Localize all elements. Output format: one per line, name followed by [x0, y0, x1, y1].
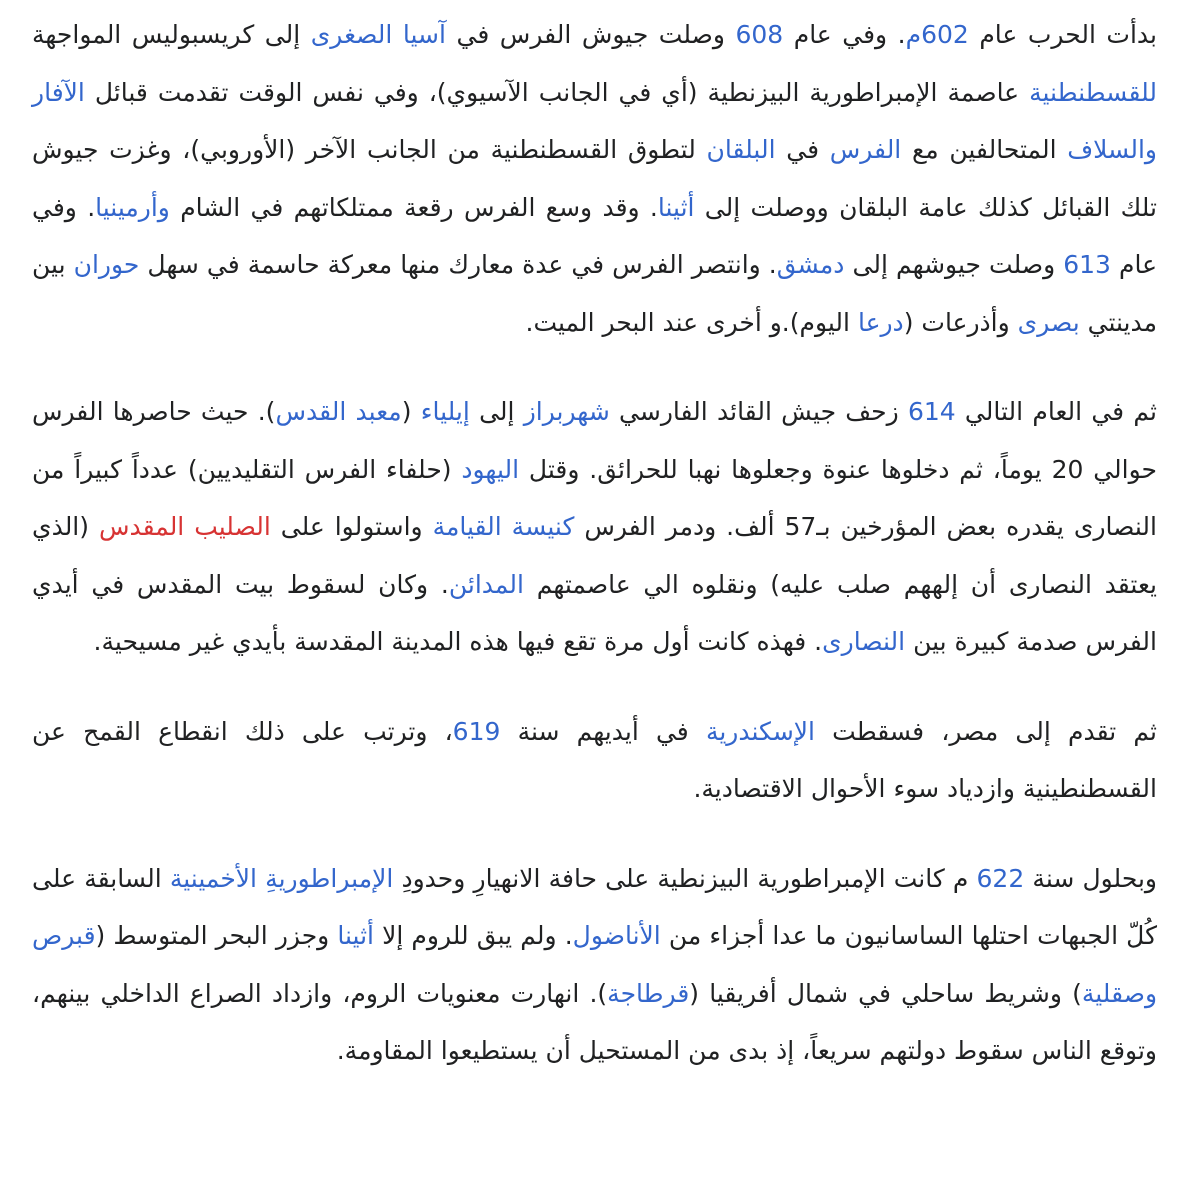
link-alexandria[interactable]: الإسكندرية [705, 716, 815, 746]
paragraph-text: ( [401, 397, 421, 426]
paragraph-text: . وفي عام [783, 20, 906, 49]
paragraph-text: . وفي عام [32, 192, 1157, 279]
paragraph-text: السابقة على كُلّ الجبهات احتلها الساسانيون ما عدا أجزاء من [32, 863, 1157, 950]
paragraph-2 [32, 383, 1157, 671]
paragraph-text: في أيديهم سنة [500, 716, 706, 746]
link-aelia[interactable]: إيلياء [420, 397, 470, 426]
link-balkans[interactable]: البلقان [706, 135, 776, 164]
paragraph-4 [32, 850, 1157, 1080]
link-athens[interactable]: أثينا [657, 192, 695, 222]
link-armenia[interactable]: وأرمينيا [95, 192, 170, 222]
paragraph-text: ثم تقدم إلى مصر، فسقطت [815, 716, 1157, 746]
paragraph-text: وأذرعات ( [903, 307, 1018, 337]
paragraph-text: زحف جيش القائد الفارسي [609, 397, 908, 426]
link-622[interactable]: 622 [976, 863, 1025, 893]
link-hauran[interactable]: حوران [73, 250, 140, 279]
paragraph-text: واستولوا على [270, 512, 433, 541]
link-cyprus-sicily[interactable]: قبرص وصقلية [32, 921, 1158, 1008]
link-bosra[interactable]: بصرى [1017, 307, 1080, 337]
paragraph-text: . وقد وسع الفرس رقعة ممتلكاتهم في الشام [169, 192, 658, 222]
paragraph-text: إلى كريسبوليس المواجهة [32, 20, 311, 49]
paragraph-text: لتطوق القسطنطنية من الجانب الآخر (الأوروبي)، وغزت جيوش تلك القبائل كذلك عامة البلقان ووصلت إلى [32, 135, 1157, 222]
paragraph-text: وصلت جيوشهم إلى [844, 250, 1064, 279]
link-shahrbaraz[interactable]: شهربراز [523, 397, 610, 426]
link-602[interactable]: 602م [905, 20, 969, 49]
link-slavs[interactable]: والسلاف [1067, 135, 1157, 164]
paragraph-text: م كانت الإمبراطورية البيزنطية على حافة الانهيارِ وحدودِ [393, 863, 977, 893]
link-avars[interactable]: الآفار [32, 77, 85, 107]
paragraph-3 [32, 703, 1157, 818]
paragraph-text: . ولم يبق للروم إلا [373, 921, 573, 950]
link-athens-2[interactable]: أثينا [337, 921, 374, 950]
link-614[interactable]: 614 [907, 397, 956, 426]
link-constantinople[interactable]: للقسطنطنية [1029, 77, 1157, 107]
link-jews[interactable]: اليهود [461, 454, 520, 484]
link-persians[interactable]: الفرس [829, 135, 902, 164]
paragraph-text: ) وشريط ساحلي في شمال أفريقيا ( [689, 978, 1082, 1008]
paragraph-text: وبحلول سنة [1024, 863, 1158, 893]
link-achaemenid[interactable]: الإمبراطوريةِ الأخمينية [169, 863, 394, 893]
link-damascus[interactable]: دمشق [776, 250, 845, 279]
paragraph-text: ثم في العام التالي [955, 397, 1157, 426]
paragraph-text: ). حيث حاصرها الفرس حوالي 20 يوماً، ثم دخلوها عنوة وجعلوها نهبا للحرائق. وقتل [32, 397, 1157, 484]
paragraph-text: (حلفاء الفرس التقليديين) عدداً كبيراً من النصارى يقدره بعض المؤرخين بـ57 ألف. ودمر الفرس [32, 454, 1157, 541]
link-619[interactable]: 619 [452, 716, 501, 746]
link-asia-minor[interactable]: آسيا الصغرى [310, 20, 446, 49]
link-anatolia[interactable]: الأناضول [572, 921, 661, 950]
paragraph-text: وجزر البحر المتوسط ( [95, 921, 338, 950]
paragraph-text: عاصمة الإمبراطورية البيزنطية (أي في الجانب الآسيوي)، وفي نفس الوقت تقدمت قبائل [84, 77, 1030, 107]
paragraph-text: . وكان لسقوط بيت المقدس في أيدي الفرس صدمة كبيرة بين [32, 569, 1157, 656]
paragraph-text: ، وترتب على ذلك انقطاع القمح عن القسطنطينية وازدياد سوء الأحوال الاقتصادية. [32, 716, 1157, 803]
paragraph-text: بدأت الحرب عام [968, 20, 1157, 49]
paragraph-text: بين مدينتي [32, 250, 1157, 337]
paragraph-text: (الذي يعتقد النصارى أن إلههم صلب عليه) ونقلوه الي عاصمتهم [32, 512, 1157, 599]
link-holy-sepulchre[interactable]: كنيسة القيامة [432, 512, 575, 541]
paragraph-text: اليوم).و أخرى عند البحر الميت. [525, 307, 858, 337]
link-608[interactable]: 608 [735, 20, 784, 49]
paragraph-text: ). انهارت معنويات الروم، وازداد الصراع الداخلي بينهم، وتوقع الناس سقوط دولتهم سريعاً، إذ بدى من المستحيل أن يستطيعوا المقاومة. [32, 978, 1157, 1065]
link-613[interactable]: 613 [1063, 250, 1111, 279]
paragraph-1 [32, 6, 1157, 351]
link-christians[interactable]: النصارى [822, 627, 906, 656]
paragraph-text: وصلت جيوش الفرس في [445, 20, 736, 49]
paragraph-text: . وانتصر الفرس في عدة معارك منها معركة حاسمة في سهل [139, 250, 777, 279]
link-temple-jerusalem[interactable]: معبد القدس [275, 397, 402, 426]
link-holy-cross[interactable]: الصليب المقدس [98, 512, 271, 541]
paragraph-text: . فهذه كانت أول مرة تقع فيها هذه المدينة المقدسة بأيدي غير مسيحية. [93, 627, 823, 656]
link-ctesiphon[interactable]: المدائن [448, 569, 524, 599]
paragraph-text: المتحالفين مع [901, 135, 1068, 164]
link-carthage[interactable]: قرطاجة [607, 978, 690, 1008]
paragraph-text: إلى [469, 397, 524, 426]
link-daraa[interactable]: درعا [857, 307, 904, 337]
paragraph-text: في [775, 135, 830, 164]
